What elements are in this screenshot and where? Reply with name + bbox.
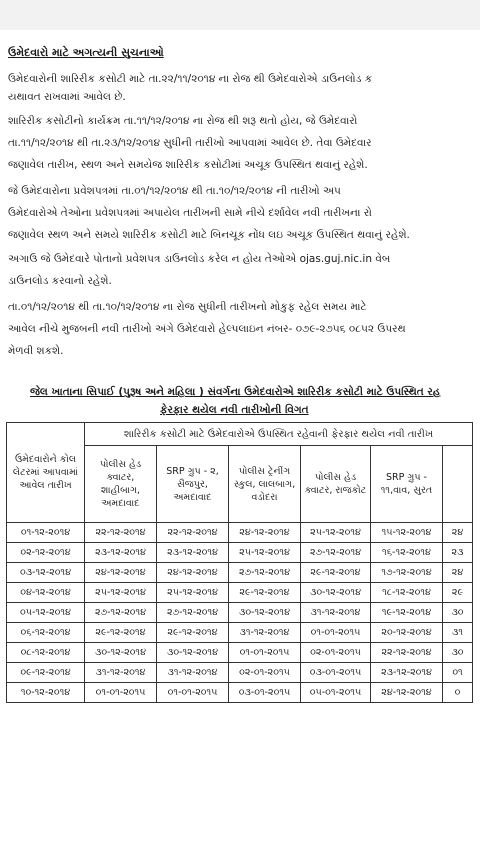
new-date-cell: ૩૧ bbox=[443, 623, 473, 643]
new-date-cell: ૧૯-૧૨-૨૦૧૪ bbox=[371, 603, 443, 623]
original-date-cell: ૦૧-૧૨-૨૦૧૪ bbox=[7, 523, 85, 543]
new-date-cell: ૨૫-૧૨-૨૦૧૪ bbox=[301, 523, 371, 543]
col-header-venue: SRP ગ્રુપ - ૧૧,વાવ, સુરત bbox=[371, 446, 443, 523]
original-date-cell: ૧૦-૧૨-૨૦૧૪ bbox=[7, 683, 85, 703]
new-date-cell: ૦૩-૦૧-૨૦૧૫ bbox=[301, 663, 371, 683]
paragraph-line: ઉમેદવારોની શારિરીક કસોટી માટે તા.૨૨/૧૧/૨૦૧૪ ના રોજ થી ઉમેદવારોએ ડાઉનલોડ ક bbox=[8, 73, 373, 85]
original-date-cell: ૦૯-૧૨-૨૦૧૪ bbox=[7, 663, 85, 683]
new-date-cell: ૧૮-૧૨-૨૦૧૪ bbox=[371, 583, 443, 603]
new-date-cell: ૨૦-૧૨-૨૦૧૪ bbox=[371, 623, 443, 643]
original-date-cell: ૦૮-૧૨-૨૦૧૪ bbox=[7, 643, 85, 663]
new-date-cell: ૨૪-૧૨-૨૦૧૪ bbox=[371, 683, 443, 703]
new-date-cell: ૨૫-૧૨-૨૦૧૪ bbox=[157, 583, 229, 603]
col-header-venue: પોલીસ હેડ ક્વાટર, શાહીબાગ, અમદાવાદ bbox=[85, 446, 157, 523]
original-date-cell: ૦૬-૧૨-૨૦૧૪ bbox=[7, 623, 85, 643]
new-date-cell: ૧૫-૧૨-૨૦૧૪ bbox=[371, 523, 443, 543]
paragraph-line: જણાવેલ સ્થળ અને સમયે શારિરીક કસોટી માટે બિનચૂક નોંધ લઇ અચૂક ઉપસ્થિત થવાનું રહેશે. bbox=[8, 229, 410, 241]
new-date-cell: ૨૯-૧૨-૨૦૧૪ bbox=[157, 623, 229, 643]
new-date-cell: ૨૪ bbox=[443, 563, 473, 583]
col-header-venue: પોલીસ હેડ ક્વાટર, રાજકોટ bbox=[301, 446, 371, 523]
paragraph-line: મેળવી શકશે. bbox=[8, 345, 64, 357]
new-date-cell: ૩૦-૧૨-૨૦૧૪ bbox=[301, 583, 371, 603]
original-date-cell: ૦૫-૧૨-૨૦૧૪ bbox=[7, 603, 85, 623]
new-date-cell: ૦૧ bbox=[443, 663, 473, 683]
new-date-cell: ૨૩ bbox=[443, 543, 473, 563]
table-row bbox=[7, 683, 473, 703]
new-date-cell: ૨૭-૧૨-૨૦૧૪ bbox=[85, 603, 157, 623]
table-row bbox=[7, 563, 473, 583]
original-date-cell: ૦૪-૧૨-૨૦૧૪ bbox=[7, 583, 85, 603]
dates-table bbox=[6, 422, 473, 703]
new-date-cell: ૨૨-૧૨-૨૦૧૪ bbox=[157, 523, 229, 543]
table-row bbox=[7, 543, 473, 563]
new-date-cell: ૩૧-૧૨-૨૦૧૪ bbox=[157, 663, 229, 683]
new-date-cell: ૨૩-૧૨-૨૦૧૪ bbox=[85, 543, 157, 563]
table-row bbox=[7, 603, 473, 623]
new-date-cell: ૩૦-૧૨-૨૦૧૪ bbox=[157, 643, 229, 663]
new-date-cell: ૦૧-૦૧-૨૦૧૫ bbox=[85, 683, 157, 703]
paragraph-line: આવેલ નીચે મુજબની નવી તારીખો અંગે ઉમેદવારો હેલ્પલાઇન નંબર- ૦૭૯-૨૭૫૬ ૦૮૫૨ ઉપરથ bbox=[8, 323, 406, 335]
new-date-cell: ૨૩-૧૨-૨૦૧૪ bbox=[371, 663, 443, 683]
paragraph-line: શારિરીક કસોટીનો કાર્યક્રમ તા.૧૧/૧૨/૨૦૧૪ ના રોજ થી શરૂ થતો હોય, જે ઉમેદવારો bbox=[8, 115, 358, 127]
new-date-cell: ૨૯-૧૨-૨૦૧૪ bbox=[301, 563, 371, 583]
table-row bbox=[7, 663, 473, 683]
table-row bbox=[7, 583, 473, 603]
new-date-cell: ૨૪-૧૨-૨૦૧૪ bbox=[157, 563, 229, 583]
new-date-cell: ૩૧-૧૨-૨૦૧૪ bbox=[85, 663, 157, 683]
table-title: જેલ ખાતાના સિપાઈ (પુરૂષ અને મહિલા ) સંવર્ગના ઉમેદવારોએ શારિરીક કસોટી માટે ઉપસ્થિત રહ bbox=[30, 386, 441, 398]
notice-heading: ઉમેદવારો માટે અગત્યની સુચનાઓ bbox=[8, 46, 164, 59]
new-date-cell: ૨૭-૧૨-૨૦૧૪ bbox=[229, 563, 301, 583]
new-date-cell: ૨૯-૧૨-૨૦૧૪ bbox=[85, 623, 157, 643]
table-row bbox=[7, 623, 473, 643]
new-date-cell: ૦૩-૦૧-૨૦૧૫ bbox=[229, 683, 301, 703]
paragraph-line: તા.૦૧/૧૨/૨૦૧૪ થી તા.૧૦/૧૨/૨૦૧૪ ના રોજ સુધીની તારીખનો મોકુફ રહેલ સમય માટે bbox=[8, 301, 367, 313]
new-date-cell: ૦ bbox=[443, 683, 473, 703]
col-header-venue bbox=[443, 446, 473, 523]
paragraph-line: જે ઉમેદવારોના પ્રવેશપત્રમાં તા.૦૧/૧૨/૨૦૧૪ થી તા.૧૦/૧૨/૨૦૧૪ ની તારીખો અપ bbox=[8, 185, 341, 197]
new-date-cell: ૨૪-૧૨-૨૦૧૪ bbox=[229, 523, 301, 543]
new-date-cell: ૩૧-૧૨-૨૦૧૪ bbox=[229, 623, 301, 643]
col-header-venue: SRP ગ્રુપ - ૨, સૈજપુર, અમદાવાદ bbox=[157, 446, 229, 523]
paragraph-line: યથાવત રાખવામાં આવેલ છે. bbox=[8, 91, 126, 103]
new-date-cell: ૦૫-૦૧-૨૦૧૫ bbox=[301, 683, 371, 703]
paragraph-line: તા.૧૧/૧૨/૨૦૧૪ થી તા.૨૩/૧૨/૨૦૧૪ સુધીની તારીખો આપવામાં આવેલ છે. તેવા ઉમેદવાર bbox=[8, 137, 372, 149]
new-date-cell: ૩૦-૧૨-૨૦૧૪ bbox=[85, 643, 157, 663]
col-header-venue: પોલીસ ટ્રેનીંગ સ્કુલ, લાલબાગ, વડોદરા bbox=[229, 446, 301, 523]
new-date-cell: ૦૧-૦૧-૨૦૧૫ bbox=[229, 643, 301, 663]
new-date-cell: ૨૪ bbox=[443, 523, 473, 543]
new-date-cell: ૩૦ bbox=[443, 603, 473, 623]
new-date-cell: ૩૦ bbox=[443, 643, 473, 663]
new-date-cell: ૨૨-૧૨-૨૦૧૪ bbox=[371, 643, 443, 663]
top-bar bbox=[0, 0, 480, 30]
new-date-cell: ૨૯ bbox=[443, 583, 473, 603]
paragraph-line: અગાઉ જે ઉમેદવારે પોતાનો પ્રવેશપત્ર ડાઉનલોડ કરેલ ન હોય તેઓએ ojas.guj.nic.in વેબ bbox=[8, 253, 391, 265]
col-header-original-date: ઉમેદવારોને કોલ લેટરમાં આપવામાં આવેલ તારીખ bbox=[7, 423, 85, 523]
new-date-cell: ૦૨-૦૧-૨૦૧૫ bbox=[229, 663, 301, 683]
paragraph-line: જણાવેલ તારીખ, સ્થળ અને સમયેજ શારિરીક કસોટીમાં અચૂક ઉપસ્થિત થવાનું રહેશે. bbox=[8, 159, 368, 171]
new-date-cell: ૨૯-૧૨-૨૦૧૪ bbox=[229, 583, 301, 603]
table-row bbox=[7, 523, 473, 543]
new-date-cell: ૩૦-૧૨-૨૦૧૪ bbox=[229, 603, 301, 623]
paragraph-line: ઉમેદવારોએ તેઓના પ્રવેશપત્રમાં અપાયેલ તારીખની સામે નીચે દર્શાવેલ નવી તારીખના રો bbox=[8, 207, 372, 219]
new-date-cell: ૨૪-૧૨-૨૦૧૪ bbox=[85, 563, 157, 583]
new-date-cell: ૨૭-૧૨-૨૦૧૪ bbox=[301, 543, 371, 563]
new-date-cell: ૩૧-૧૨-૨૦૧૪ bbox=[301, 603, 371, 623]
new-date-cell: ૨૭-૧૨-૨૦૧૪ bbox=[157, 603, 229, 623]
group-header: શારિરીક કસોટી માટે ઉમેદવારોએ ઉપસ્થિત રહેવાની ફેરફાર થયેલ નવી તારીખ bbox=[85, 423, 473, 446]
original-date-cell: ૦૨-૧૨-૨૦૧૪ bbox=[7, 543, 85, 563]
new-date-cell: ૨૫-૧૨-૨૦૧૪ bbox=[85, 583, 157, 603]
new-date-cell: ૧૬-૧૨-૨૦૧૪ bbox=[371, 543, 443, 563]
new-date-cell: ૨૫-૧૨-૨૦૧૪ bbox=[229, 543, 301, 563]
paragraph-line: ડાઉનલોડ કરવાનો રહેશે. bbox=[8, 275, 112, 287]
new-date-cell: ૧૭-૧૨-૨૦૧૪ bbox=[371, 563, 443, 583]
table-row bbox=[7, 643, 473, 663]
table-subtitle: ફેરફાર થયેલ નવી તારીખોની વિગત bbox=[160, 404, 309, 416]
bottom-area bbox=[0, 800, 480, 854]
original-date-cell: ૦૩-૧૨-૨૦૧૪ bbox=[7, 563, 85, 583]
new-date-cell: ૨૩-૧૨-૨૦૧૪ bbox=[157, 543, 229, 563]
new-date-cell: ૨૨-૧૨-૨૦૧૪ bbox=[85, 523, 157, 543]
new-date-cell: ૦૧-૦૧-૨૦૧૫ bbox=[301, 623, 371, 643]
new-date-cell: ૦૨-૦૧-૨૦૧૫ bbox=[301, 643, 371, 663]
new-date-cell: ૦૧-૦૧-૨૦૧૫ bbox=[157, 683, 229, 703]
